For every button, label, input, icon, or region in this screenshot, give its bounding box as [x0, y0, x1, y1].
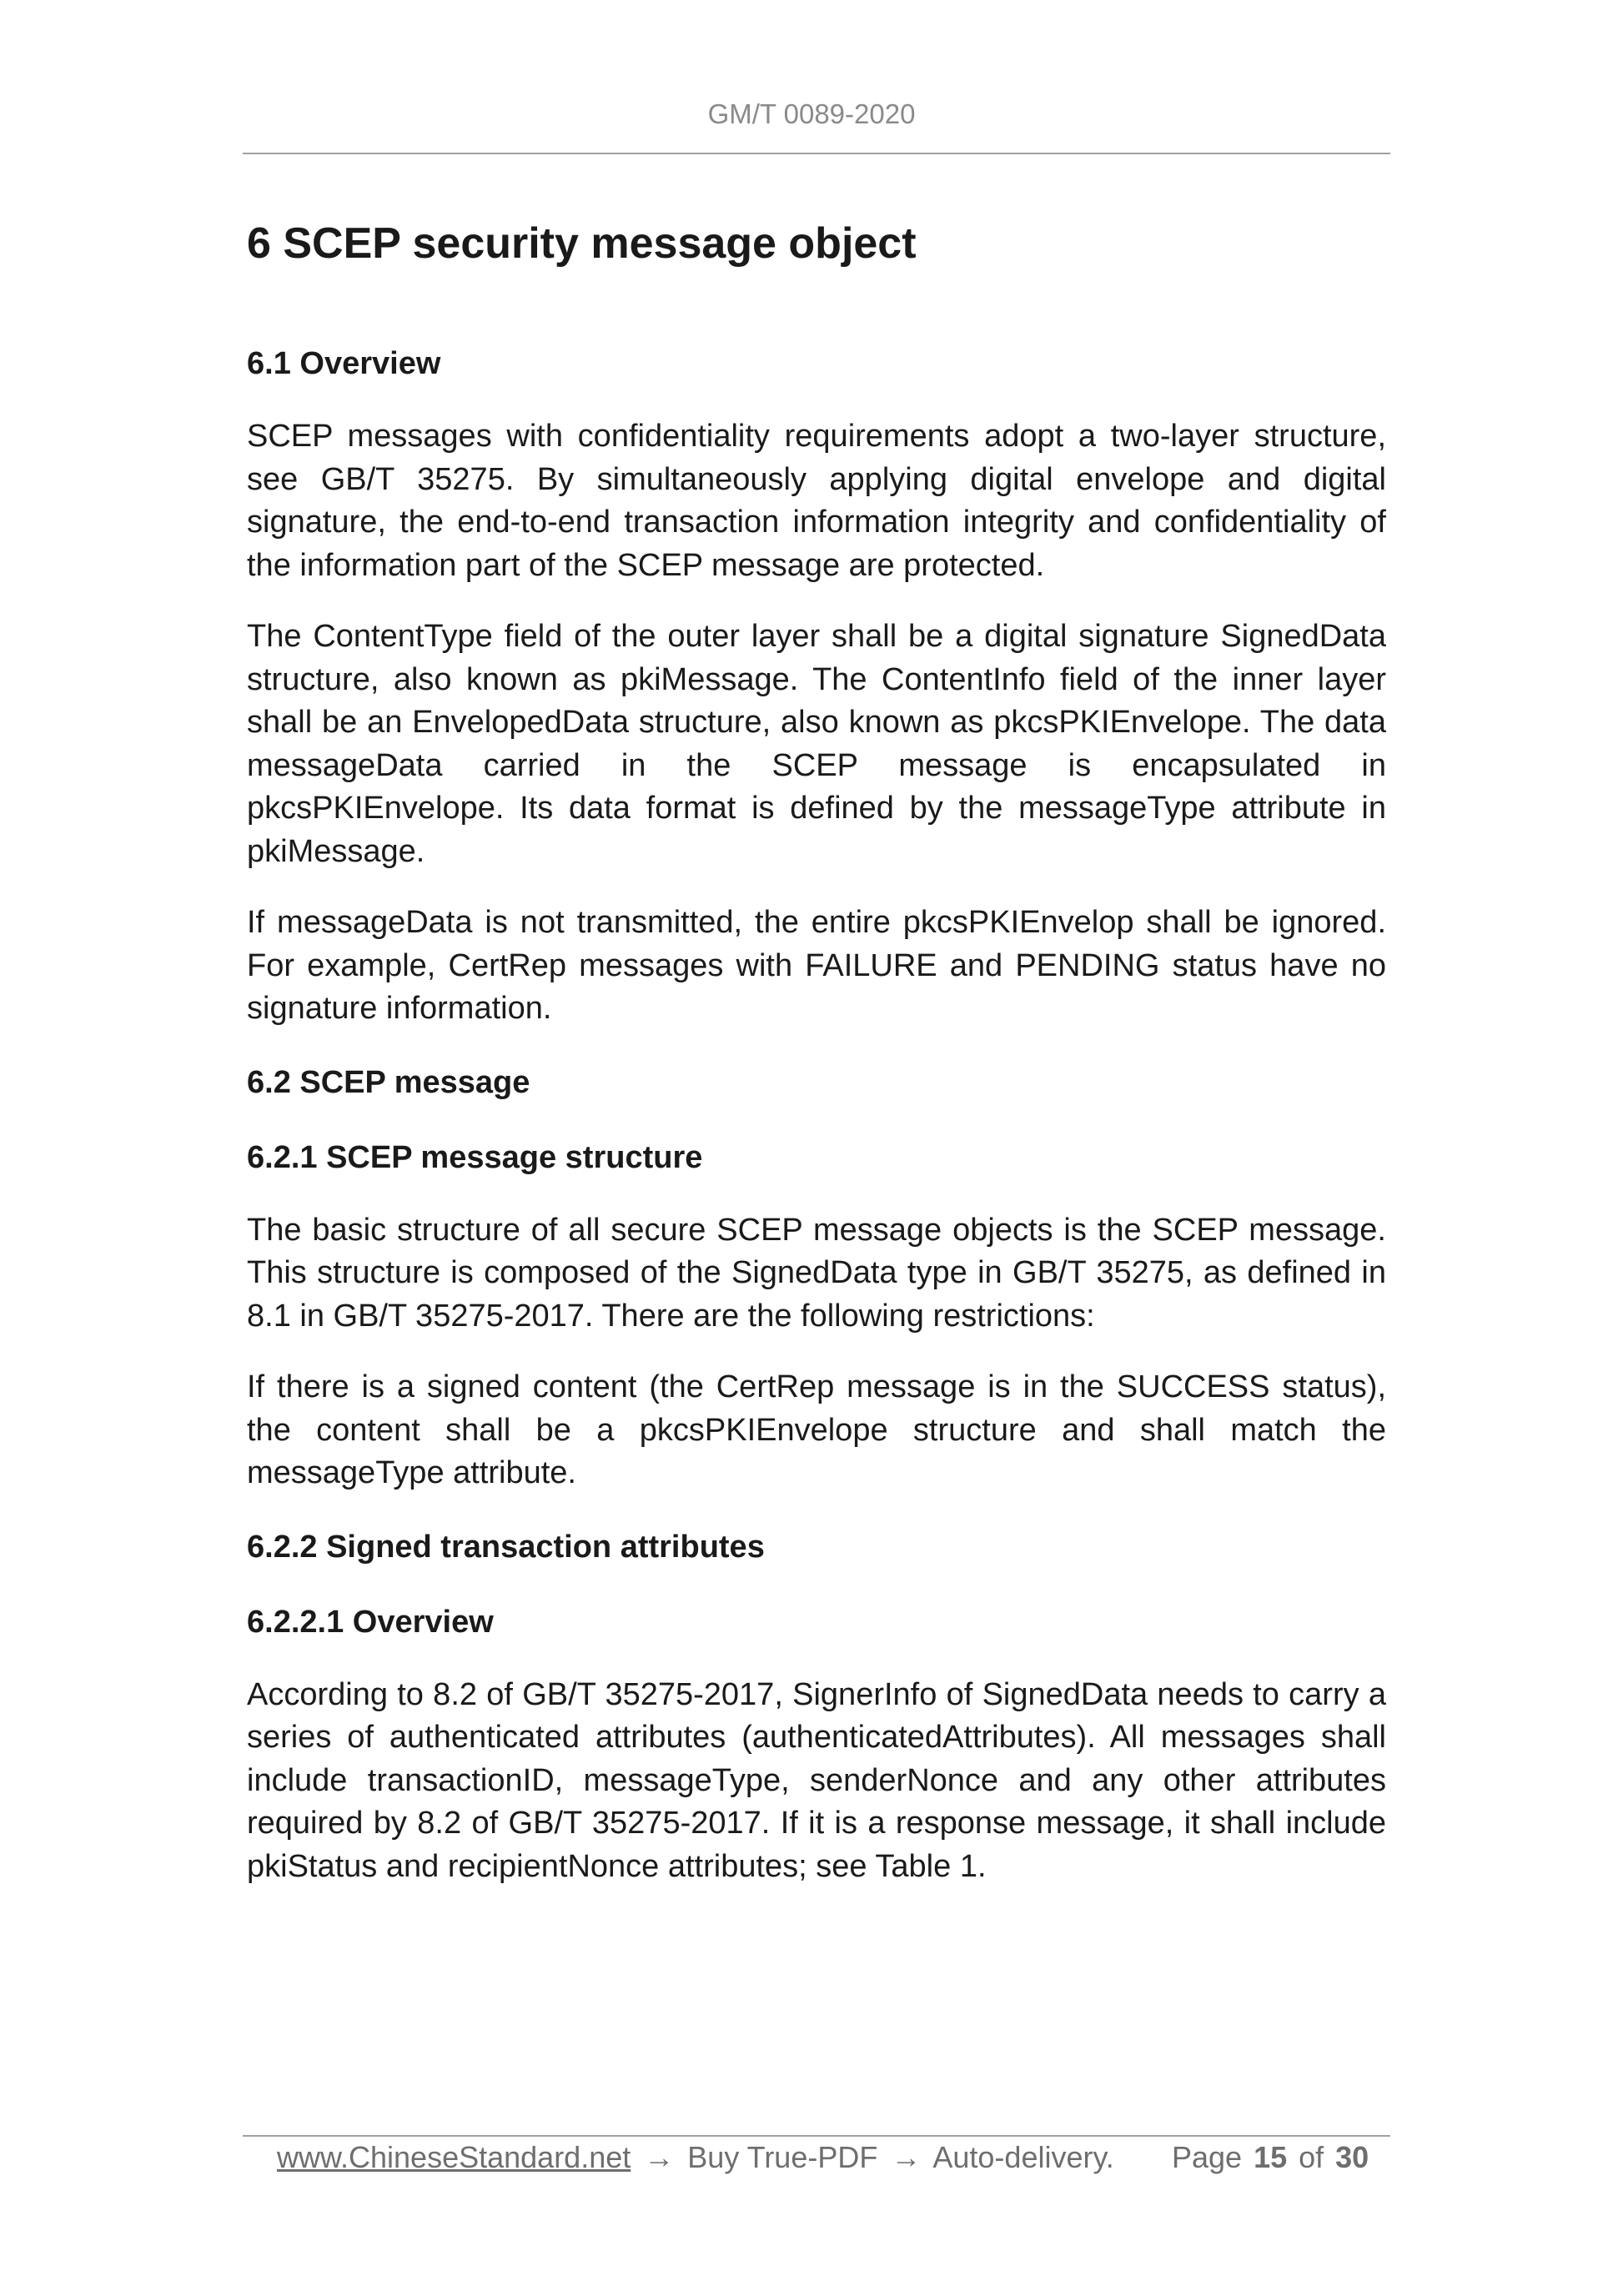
of-word: of	[1299, 2140, 1324, 2174]
section-6-title: 6 SCEP security message object	[247, 219, 917, 268]
section-6-1-heading: 6.1 Overview	[247, 346, 441, 381]
auto-delivery-text: Auto-delivery.	[932, 2140, 1114, 2174]
current-page-number: 15	[1254, 2140, 1288, 2174]
section-6-1-paragraph-2: The ContentType field of the outer layer shall be a digital signature SignedData structure, also known as pkiMessage. The ContentInfo field of the inner layer shall be an EnvelopedData structure, also known as pkcsPKIEnvelope. The data messageData carried in the SCEP message is encapsulated in pkcsPKIEnvelope. Its data format is defined by the messageType attribute in pkiMessage.	[247, 619, 1386, 869]
section-6-2-2-heading: 6.2.2 Signed transaction attributes	[247, 1529, 765, 1565]
section-6-2-1-paragraph-2: If there is a signed content (the CertRep message is in the SUCCESS status), the content shall be a pkcsPKIEnvelope structure and shall match the messageType attribute.	[247, 1369, 1386, 1490]
section-6-2-2-1-paragraph-1: According to 8.2 of GB/T 35275-2017, SignerInfo of SignedData needs to carry a series of authenticated attributes (authenticatedAttributes). All messages shall include transactionID, messageType, senderNonce and any other attributes required by 8.2 of GB/T 35275-2017. If it is a response message, it shall include pkiStatus and recipientNonce attributes; see Table 1.	[247, 1676, 1386, 1884]
page-number	[1172, 2140, 1369, 2175]
section-6-2-1-paragraph-1: The basic structure of all secure SCEP message objects is the SCEP message. This structure is composed of the SignedData type in GB/T 35275, as defined in 8.1 in GB/T 35275-2017. There are the following restrictions:	[247, 1212, 1386, 1334]
section-6-2-2-1-heading: 6.2.2.1 Overview	[247, 1604, 494, 1640]
page-footer	[0, 2140, 1623, 2182]
section-6-2-1-heading: 6.2.1 SCEP message structure	[247, 1139, 703, 1175]
arrow-right-icon: →	[891, 2140, 922, 2174]
page-word: Page	[1172, 2140, 1243, 2174]
total-page-number: 30	[1335, 2140, 1369, 2174]
header-divider	[243, 153, 1390, 154]
buy-true-pdf-text: Buy True-PDF	[687, 2140, 878, 2174]
page-content	[247, 210, 1386, 1917]
arrow-right-icon: →	[644, 2140, 675, 2174]
footer-divider	[243, 2135, 1390, 2137]
document-code-header: GM/T 0089-2020	[707, 98, 916, 129]
section-6-2-heading: 6.2 SCEP message	[247, 1064, 530, 1100]
website-link[interactable]: www.ChineseStandard.net	[277, 2140, 631, 2174]
section-6-1-paragraph-1: SCEP messages with confidentiality requirements adopt a two-layer structure, see GB/T 35275. By simultaneously applying digital envelope and digital signature, the end-to-end transaction information integrity and confidentiality of the information part of the SCEP message are protected.	[247, 419, 1386, 583]
footer-promo	[277, 2140, 1114, 2175]
section-6-1-paragraph-3: If messageData is not transmitted, the entire pkcsPKIEnvelop shall be ignored. For example, CertRep messages with FAILURE and PENDING status have no signature information.	[247, 905, 1386, 1026]
